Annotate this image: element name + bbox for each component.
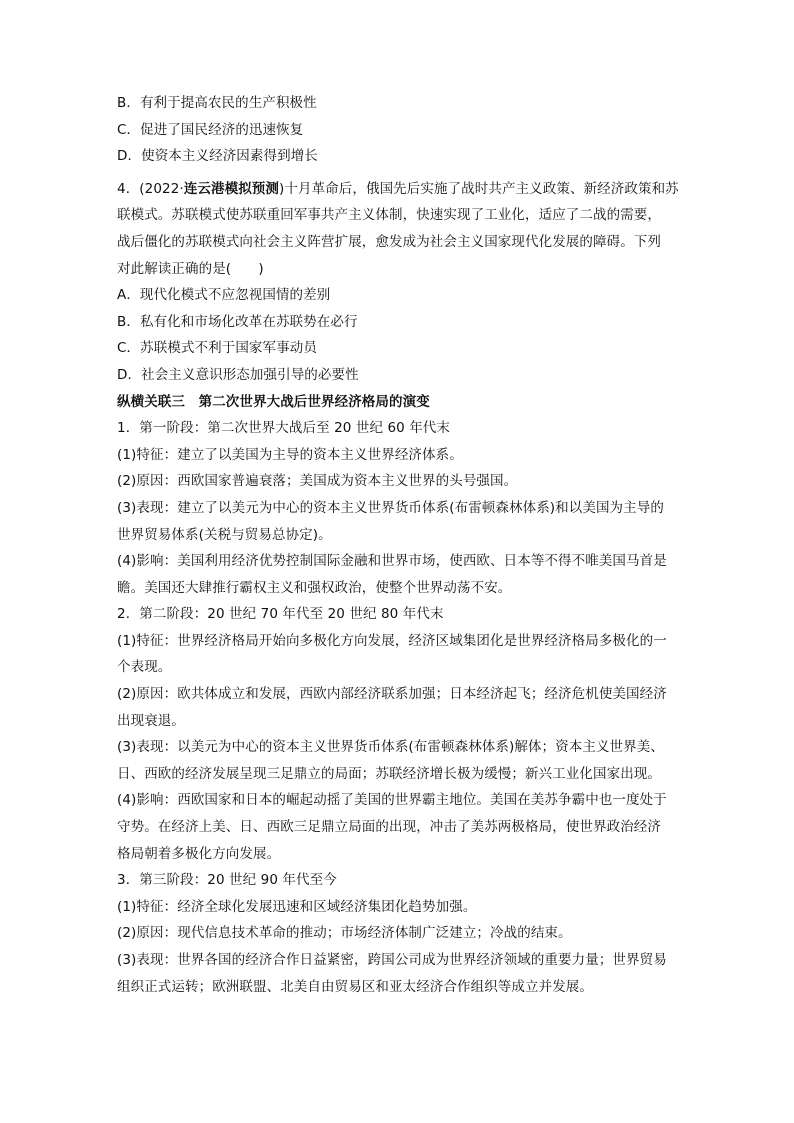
q4-text-line-3: 战后僵化的苏联模式向社会主义阵营扩展，愈发成为社会主义国家现代化发展的障碍。下列	[117, 233, 661, 250]
q4-option-c: C．苏联模式不利于国家军事动员	[117, 340, 317, 357]
stage2-line: 守势。在经济上美、日、西欧三足鼎立局面的出现，冲击了美苏两极格局，使世界政治经济	[117, 819, 661, 836]
stage2-line: 格局朝着多极化方向发展。	[117, 845, 281, 862]
q4-first-line	[117, 176, 682, 203]
stage1-line: (3)表现：建立了以美元为中心的资本主义世界货币体系(布雷顿森林体系)和以美国为主导的	[117, 499, 664, 516]
q4-option-b: B．私有化和市场化改革在苏联势在必行	[117, 313, 358, 330]
stage2-line: (1)特征：世界经济格局开始向多极化方向发展，经济区域集团化是世界经济格局多极化的一	[117, 632, 667, 649]
stage1-line: (4)影响：美国利用经济优势控制国际金融和世界市场，使西欧、日本等不得不唯美国马首是	[117, 553, 667, 570]
stage1-heading: 1．第一阶段：第二次世界大战后至 20 世纪 60 年代末	[117, 420, 451, 437]
stage3-heading: 3．第三阶段：20 世纪 90 年代至今	[117, 872, 337, 889]
stage2-line: (2)原因：欧共体成立和发展，西欧内部经济联系加强；日本经济起飞；经济危机使美国经济	[117, 686, 667, 703]
stage3-line: (2)原因：现代信息技术革命的推动；市场经济体制广泛建立；冷战的结束。	[117, 925, 572, 942]
stage2-line: (3)表现：以美元为中心的资本主义世界货币体系(布雷顿森林体系)解体；资本主义世界美、	[117, 739, 664, 756]
q3-option-c: C．促进了国民经济的迅速恢复	[117, 121, 304, 138]
stage1-line: 瞻。美国还大肆推行霸权主义和强权政治，使整个世界动荡不安。	[117, 579, 512, 596]
q4-option-a: A．现代化模式不应忽视国情的差别	[117, 287, 331, 304]
stage2-line: (4)影响：西欧国家和日本的崛起动摇了美国的世界霸主地位。美国在美苏争霸中也一度处于	[117, 792, 667, 809]
q3-option-b: B．有利于提高农民的生产积极性	[117, 95, 317, 111]
q4-source: 连云港模拟预测	[183, 180, 280, 197]
stage3-line: 组织正式运转；欧洲联盟、北美自由贸易区和亚太经济合作组织等成立并发展。	[117, 978, 593, 995]
q4-text-line-4: 对此解读正确的是( )	[117, 260, 264, 277]
stage1-line: (2)原因：西欧国家普遍衰落；美国成为资本主义世界的头号强国。	[117, 473, 518, 490]
q3-option-d: D．使资本主义经济因素得到增长	[117, 148, 318, 165]
stage2-line: 日、西欧的经济发展呈现三足鼎立的局面；苏联经济增长极为缓慢；新兴工业化国家出现。	[117, 765, 661, 782]
stage1-line: 世界贸易体系(关税与贸易总协定)。	[117, 526, 332, 543]
stage3-line: (3)表现：世界各国的经济合作日益紧密，跨国公司成为世界经济领域的重要力量；世界贸易	[117, 952, 667, 968]
q4-text-line-1: )十月革命后，俄国先后实施了战时共产主义政策、新经济政策和苏	[279, 180, 679, 197]
q4-option-d: D．社会主义意识形态加强引导的必要性	[117, 366, 359, 383]
q4-prefix: 4．(2022·	[117, 180, 184, 197]
section-title: 纵横关联三 第二次世界大战后世界经济格局的演变	[117, 393, 430, 410]
stage3-line: (1)特征：经济全球化发展迅速和区域经济集团化趋势加强。	[117, 898, 477, 915]
stage2-line: 个表现。	[117, 659, 172, 676]
stage1-line: (1)特征：建立了以美国为主导的资本主义世界经济体系。	[117, 446, 463, 463]
stage2-line: 出现衰退。	[117, 712, 185, 729]
stage2-heading: 2．第二阶段：20 世纪 70 年代至 20 世纪 80 年代末	[117, 606, 444, 623]
document-page	[117, 90, 682, 1000]
q4-text-line-2: 联模式。苏联模式使苏联重回军事共产主义体制，快速实现了工业化，适应了二战的需要，	[117, 207, 661, 224]
